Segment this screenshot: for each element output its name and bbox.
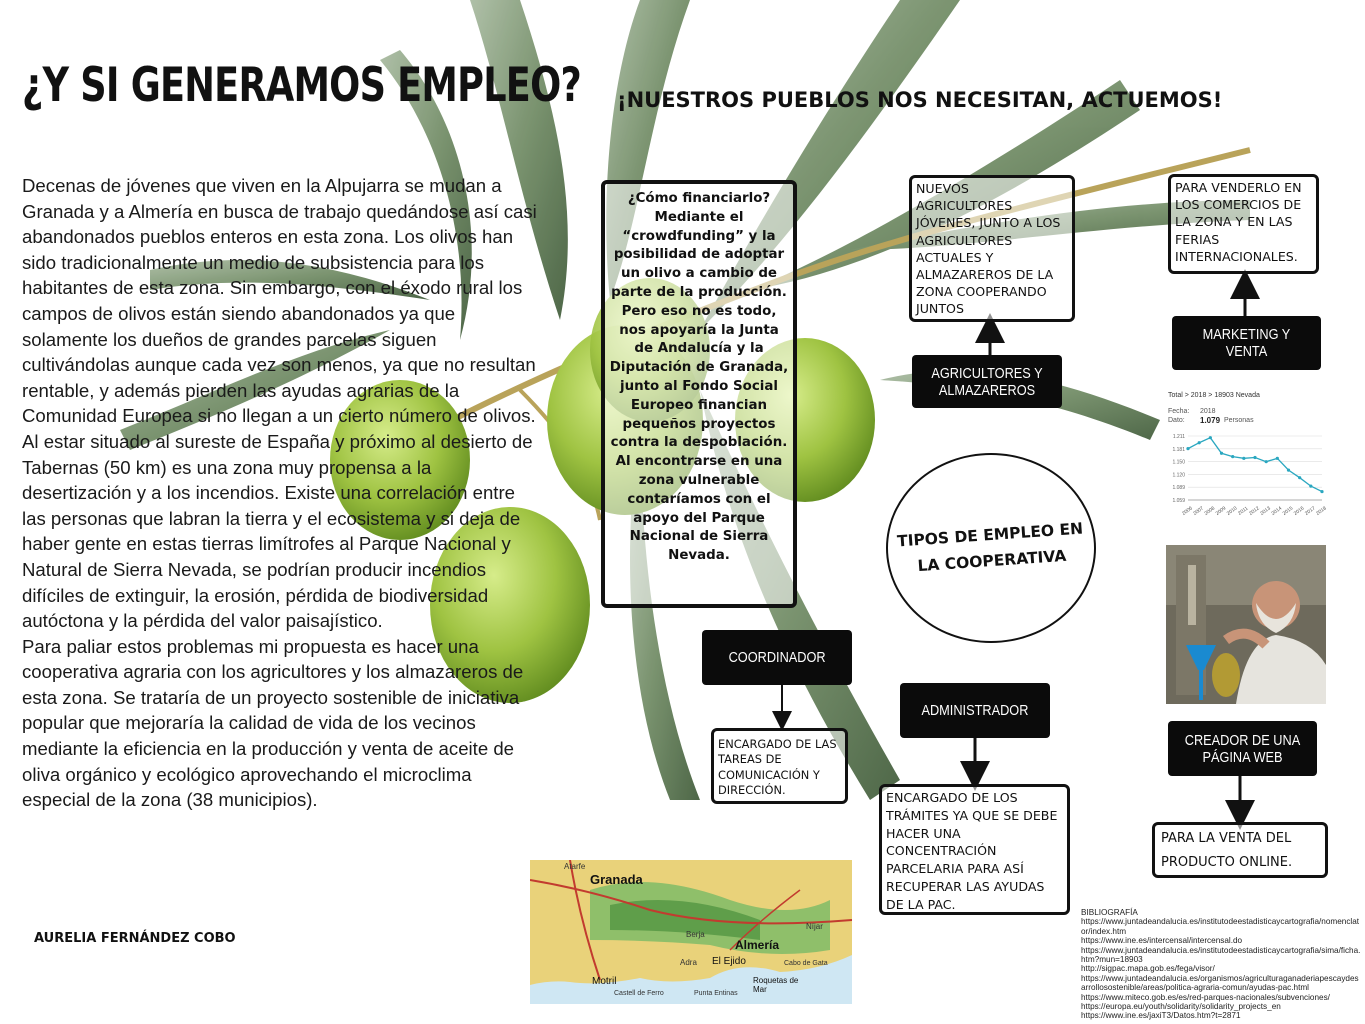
chart-xtick-label: 2014 [1270, 505, 1284, 517]
map-label-cabo-gata: Cabo de Gata [784, 960, 828, 967]
coordinador-desc: ENCARGADO DE LAS TAREAS DE COMUNICACIÓN Y DIRECCIÓN. [718, 737, 837, 798]
body-paragraph: Decenas de jóvenes que viven en la Alpujarra se mudan a Granada y a Almería en busca de trabajo quedándose así casi abandonados pueblos enteros en esta zona. Los olivos han sido tradicionalmente un medio de subsistencia para los habitantes de esta zona. Sin embargo, con el éxodo rural los campos de olivos están siendo abandonados ya que solamente los dueños de grandes parcelas siguen cultivándolas aunque cada vez son menos, ya que no resultan rentable, y además pierden las ayudas agrarias de la Comunidad Europea si no llegan a un cierto número de olivos. [22, 175, 537, 427]
chart-xtick-label: 2008 [1203, 505, 1217, 517]
chart-point [1276, 457, 1279, 460]
administrador-label: ADMINISTRADOR [921, 702, 1029, 719]
chart-point [1220, 452, 1223, 455]
chart-point [1209, 436, 1212, 439]
administrador-desc-box [879, 784, 1070, 915]
map-label-motril: Motril [592, 976, 617, 987]
web-label: CREADOR DE UNA PÁGINA WEB [1184, 731, 1301, 766]
chart-ytick-label: 1.089 [1172, 485, 1185, 492]
bibliography-item[interactable]: https://europa.eu/youth/solidarity/solidarity_projects_en [1081, 1002, 1281, 1012]
coordinador-desc-box [711, 728, 848, 804]
page-title: ¿Y SI GENERAMOS EMPLEO? [22, 58, 581, 113]
bibliography-title: BIBLIOGRAFÍA [1081, 908, 1138, 917]
web-label-box [1168, 721, 1317, 776]
coordinador-label: COORDINADOR [728, 649, 826, 666]
map-label-roquetas: Roquetas de Mar [753, 976, 799, 994]
agricultores-desc: NUEVOS AGRICULTORES JÓVENES, JUNTO A LOS AGRICULTORES ACTUALES Y ALMAZAREROS DE LA ZONA COOPERANDO JUNTOS [916, 181, 1061, 317]
chart-ytick-label: 1.059 [1172, 498, 1185, 504]
employment-types-circle [886, 453, 1096, 643]
employment-types-title: TIPOS DE EMPLEO EN LA COOPERATIVA [896, 519, 1084, 576]
chart-dato-label: Dato: [1168, 417, 1185, 424]
map-label-adra: Adra [680, 958, 697, 967]
bibliography-item[interactable]: http://sigpac.mapa.gob.es/fega/visor/ [1081, 964, 1215, 974]
coordinador-label-box [702, 630, 852, 685]
chart-point [1320, 490, 1323, 493]
chart-point [1287, 469, 1290, 472]
chart-point [1298, 476, 1301, 479]
body-text [22, 173, 537, 813]
map-label-granada: Granada [590, 872, 643, 887]
chart-xtick-label: 2011 [1237, 505, 1250, 517]
page-subtitle: ¡NUESTROS PUEBLOS NOS NECESITAN, ACTUEMOS! [617, 88, 1223, 112]
bibliography-item[interactable]: https://www.juntadeandalucia.es/institutodeestadisticaycartografia/nomenclator/index.htm [1081, 917, 1360, 936]
chart-ytick-label: 1.150 [1172, 459, 1185, 466]
chart-point [1253, 456, 1256, 459]
bibliography-item[interactable]: https://www.ine.es/intercensal/intercensal.do [1081, 936, 1243, 946]
chart-point [1186, 447, 1189, 450]
administrador-label-box [900, 683, 1050, 738]
agricultores-label-box [912, 355, 1062, 408]
chart-xtick-label: 2015 [1281, 505, 1295, 517]
chart-ytick-label: 1.120 [1172, 472, 1185, 479]
author-name: AURELIA FERNÁNDEZ COBO [34, 931, 236, 946]
body-paragraph: Para paliar estos problemas mi propuesta es hacer una cooperativa agraria con los agricultores y los almazareros de esta zona. Se trataría de un proyecto sostenible de iniciativa popular que mejoraría la calidad de vida de los vecinos mediante la eficiencia en la producción y venta de aceite de oliva orgánico y ecológico aprovechando el microclima especial de la zona (38 municipios). [22, 635, 524, 811]
marketing-label: MARKETING Y VENTA [1202, 326, 1291, 360]
chart-xtick-label: 2013 [1259, 505, 1272, 517]
bibliography-item[interactable]: https://www.ine.es/jaxiT3/Datos.htm?t=2871 [1081, 1011, 1241, 1021]
map-label-berja: Berja [686, 930, 705, 939]
finance-box [601, 180, 797, 608]
marketing-label-box [1172, 316, 1321, 370]
olive-oil-producer-photo [1166, 545, 1326, 704]
marketing-desc-box [1168, 174, 1319, 274]
population-line-chart [1160, 428, 1328, 538]
finance-text: ¿Cómo financiarlo? Mediante el “crowdfunding” y la posibilidad de adoptar un olivo a cambio de parte de la producción. Pero eso no es todo, nos apoyaría la Junta de Andalucía y la Diputación de Granada, junto al Fondo Social Europeo financian pequeños proyectos contra la despoblación. Al encontrarse en una zona vulnerable contaríamos con el apoyo del Parque Nacional de Sierra Nevada. [609, 191, 789, 564]
chart-breadcrumb: Total > 2018 > 18903 Nevada [1168, 392, 1260, 399]
chart-point [1265, 460, 1268, 463]
map-label-castell: Castell de Ferro [614, 990, 664, 997]
agricultores-desc-box [909, 175, 1075, 322]
chart-dato-value: 1.079 [1200, 416, 1221, 425]
bibliography-item[interactable]: https://www.juntadeandalucia.es/organismos/agriculturaganaderiapescaydesarrollosostenible/areas/politica-agraria-comun/ayudas-pac.html [1081, 973, 1359, 993]
map-label-almeria: Almería [735, 938, 780, 952]
bibliography-item[interactable]: https://www.juntadeandalucia.es/institutodeestadisticaycartografia/sima/ficha.htm?mun=18903 [1081, 945, 1361, 965]
chart-ytick-label: 1.211 [1172, 434, 1185, 440]
chart-point [1198, 441, 1201, 444]
chart-point [1309, 485, 1312, 488]
chart-fecha-label: Fecha: [1168, 408, 1190, 415]
chart-xtick-label: 2012 [1248, 505, 1261, 517]
chart-point [1231, 455, 1234, 458]
chart-ytick-label: 1.181 [1172, 446, 1185, 453]
chart-fecha-value: 2018 [1200, 408, 1216, 415]
chart-xtick-label: 2016 [1292, 505, 1306, 517]
map-label-atarfe: Atarfe [564, 862, 586, 871]
marketing-desc: PARA VENDERLO EN LOS COMERCIOS DE LA ZONA Y EN LAS FERIAS INTERNACIONALES. [1175, 180, 1302, 264]
web-desc: PARA LA VENTA DEL PRODUCTO ONLINE. [1161, 831, 1293, 870]
chart-xtick-label: 2010 [1225, 505, 1239, 517]
chart-xtick-label: 2007 [1192, 505, 1205, 517]
alpujarra-map [530, 860, 852, 1004]
map-label-nijar: Níjar [806, 922, 823, 931]
body-paragraph: Al estar situado al sureste de España y próximo al desierto de Tabernas (50 km) es una zona muy propensa a la desertización y a los incendios. Existe una correlación entre las personas que labran la tierra y el ecosistema y si deja de haber gente en estas tierras limítrofes al Parque Nacional y Natural de Sierra Nevada, se podrían producir incendios difíciles de extinguir, la erosión, pérdida de biodiversidad autóctona y la pérdida del valor paisajístico. [22, 430, 533, 632]
chart-xtick-label: 2006 [1181, 505, 1194, 517]
map-label-el-ejido: El Ejido [712, 956, 746, 967]
administrador-desc: ENCARGADO DE LOS TRÁMITES YA QUE SE DEBE HACER UNA CONCENTRACIÓN PARCELARIA PARA ASÍ RECUPERAR LAS AYUDAS DE LA PAC. [886, 790, 1058, 912]
chart-series-line [1188, 438, 1322, 492]
bibliography-item[interactable]: https://www.miteco.gob.es/es/red-parques-nacionales/subvenciones/ [1081, 992, 1330, 1002]
chart-xtick-label: 2017 [1303, 505, 1317, 517]
agricultores-label: AGRICULTORES Y ALMAZAREROS [931, 364, 1043, 399]
chart-xtick-label: 2018 [1315, 505, 1328, 517]
chart-point [1242, 457, 1245, 460]
chart-dato-unit: Personas [1224, 417, 1254, 424]
bibliography [1081, 908, 1363, 1021]
chart-xtick-label: 2009 [1214, 505, 1228, 517]
web-desc-box [1152, 822, 1328, 878]
map-label-punta-entinas: Punta Entinas [694, 990, 738, 997]
population-chart [1160, 388, 1328, 538]
